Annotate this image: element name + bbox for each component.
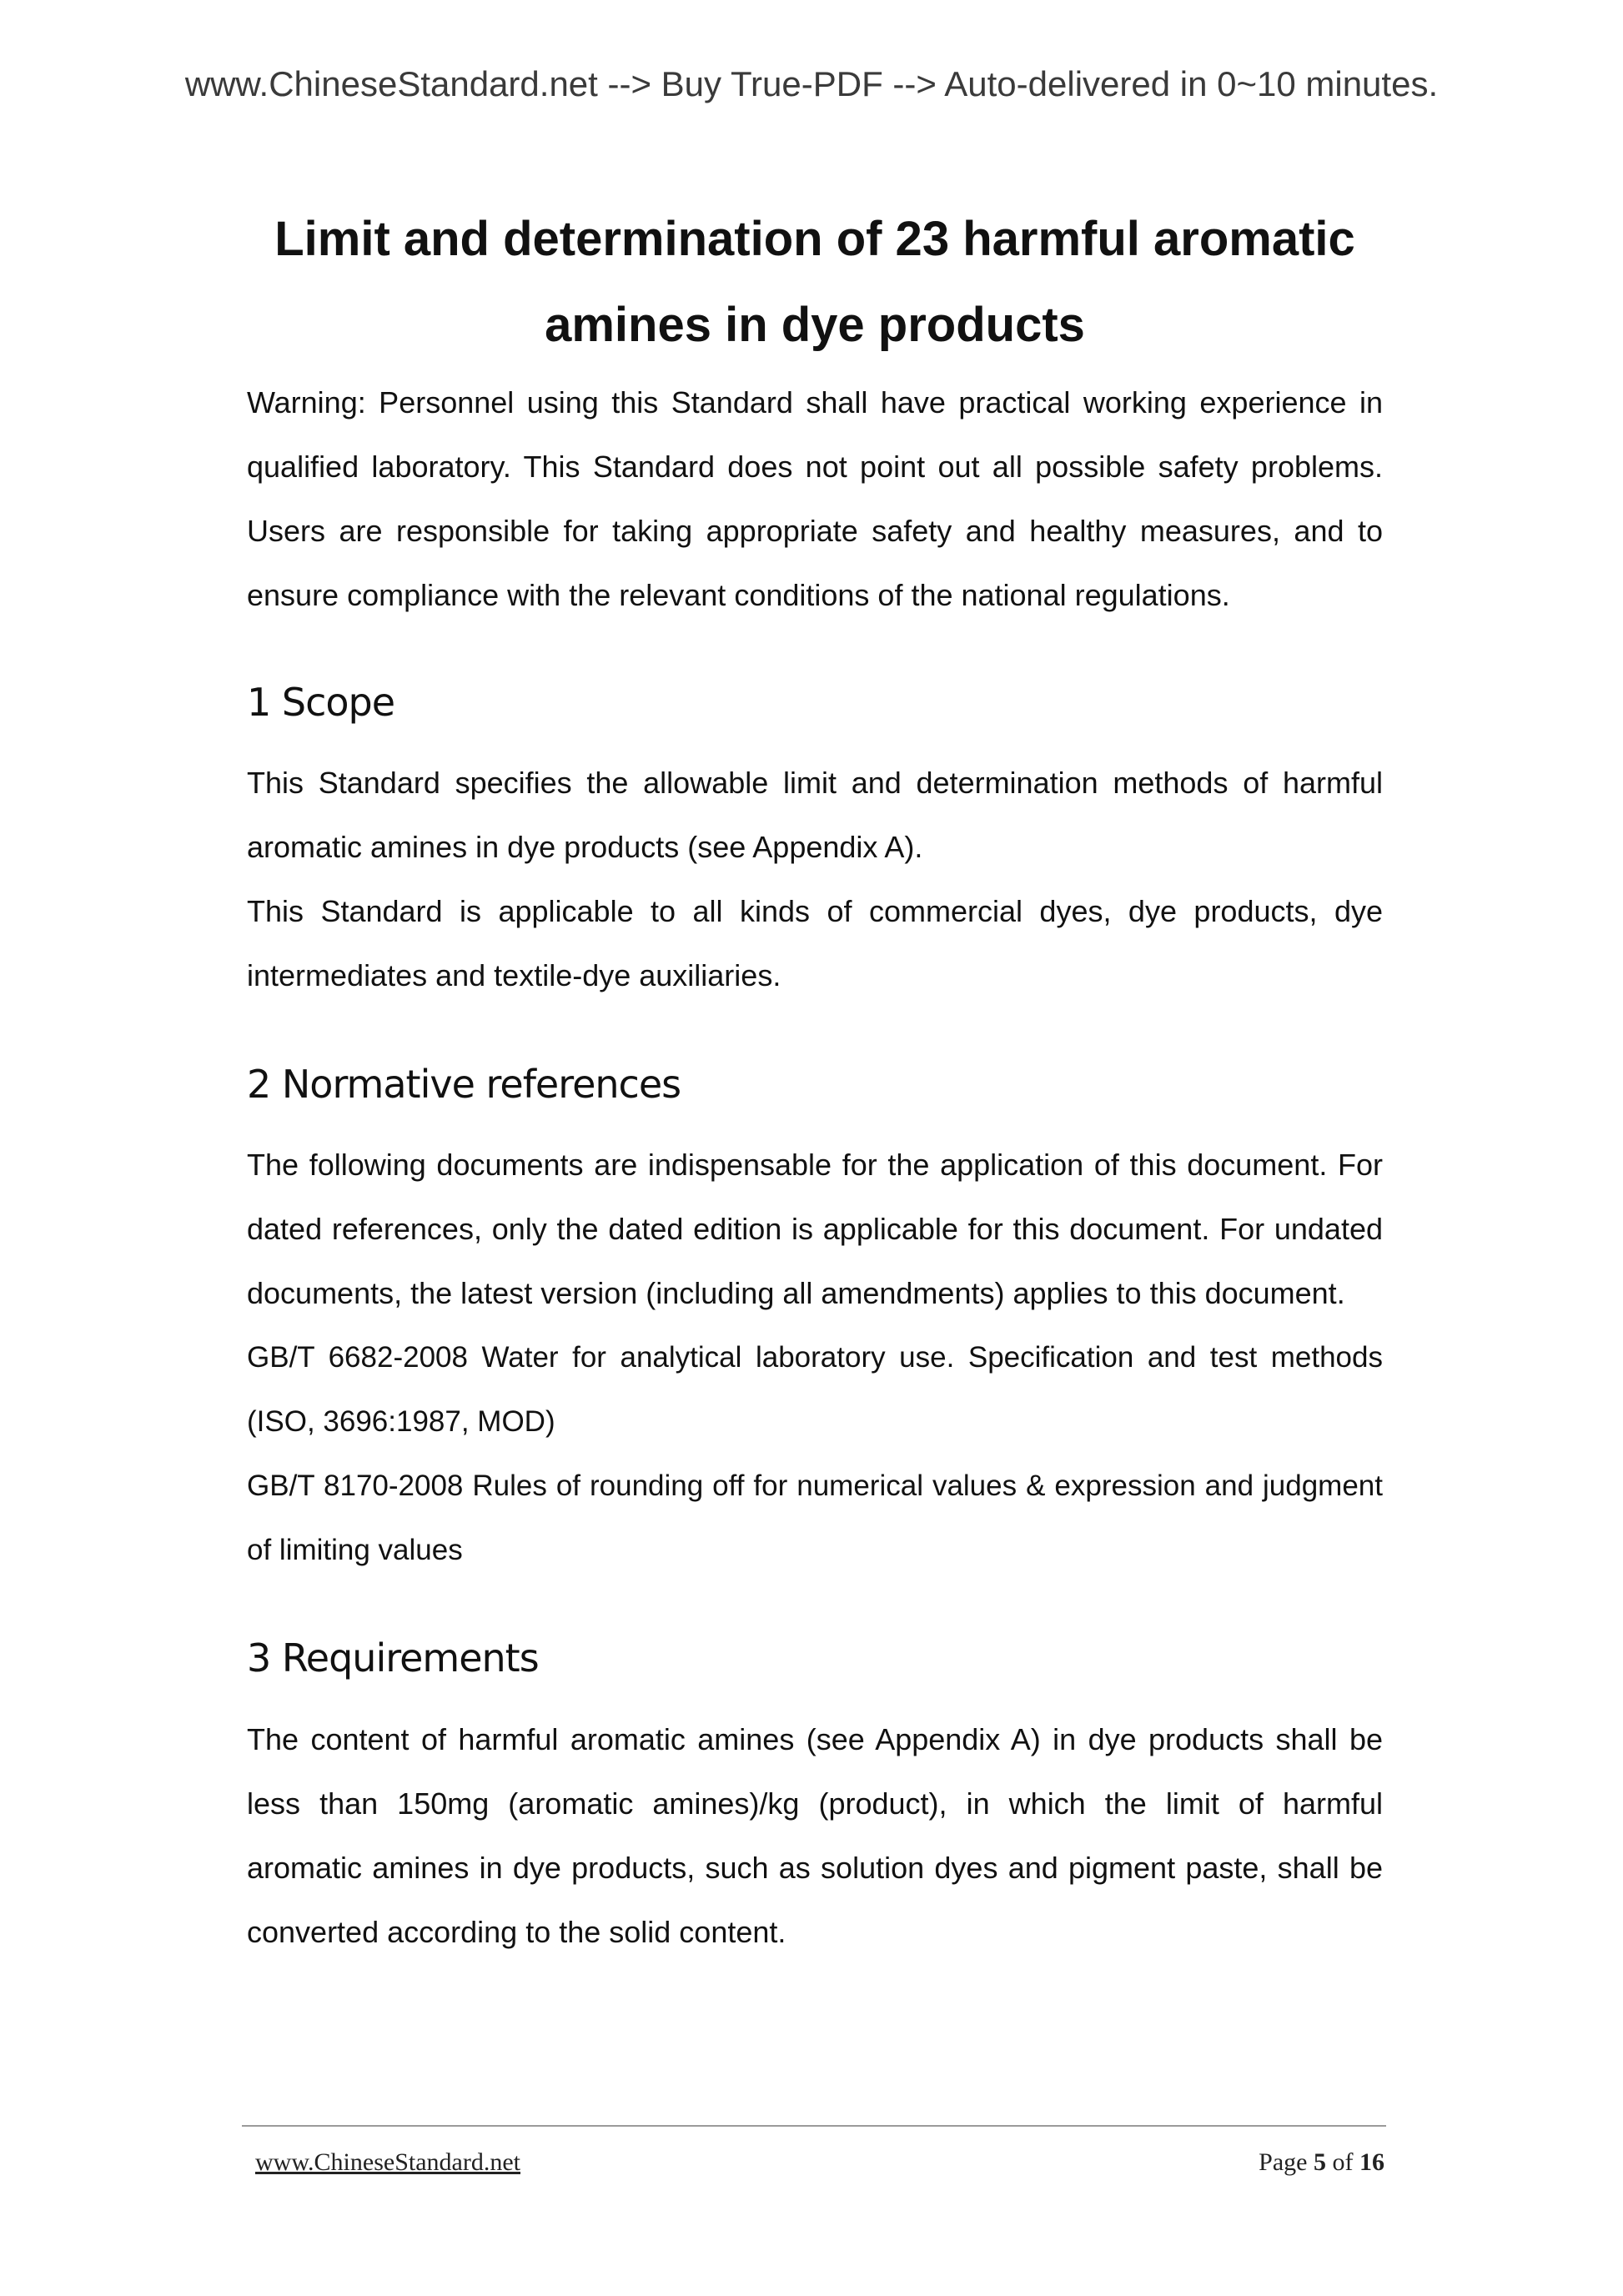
header-banner: www.ChineseStandard.net --> Buy True-PDF --> Auto-delivered in 0~10 minutes. bbox=[184, 64, 1439, 103]
footer-divider bbox=[242, 2125, 1386, 2127]
reference-gbt-6682: GB/T 6682-2008 Water for analytical laboratory use. Specification and test methods (ISO, 3696:1987, MOD) bbox=[247, 1341, 1383, 1438]
section-heading-requirements: 3 Requirements bbox=[247, 1635, 539, 1681]
page-of: of bbox=[1332, 2148, 1354, 2176]
page-number bbox=[1259, 2148, 1384, 2177]
reference-gbt-8170: GB/T 8170-2008 Rules of rounding off for numerical values & expression and judgment of limiting values bbox=[247, 1470, 1383, 1566]
section-heading-scope: 1 Scope bbox=[247, 680, 395, 725]
section-heading-normative-references: 2 Normative references bbox=[247, 1062, 681, 1107]
page-word: Page bbox=[1259, 2148, 1308, 2176]
footer-site-link[interactable]: www.ChineseStandard.net bbox=[255, 2148, 520, 2176]
page-current: 5 bbox=[1314, 2148, 1326, 2176]
requirements-paragraph: The content of harmful aromatic amines (see Appendix A) in dye products shall be less than 150mg (aromatic amines)/kg (product), in which the limit of harmful aromatic amines in dye products, such as solution dyes and pigment paste, shall be converted according to the solid content. bbox=[247, 1722, 1383, 1949]
warning-paragraph: Warning: Personnel using this Standard shall have practical working experience in qualified laboratory. This Standard does not point out all possible safety problems. Users are responsible for taking appropriate safety and healthy measures, and to ensure compliance with the relevant conditions of the national regulations. bbox=[247, 385, 1383, 612]
document-title: Limit and determination of 23 harmful aromatic amines in dye products bbox=[274, 212, 1355, 352]
scope-paragraph-2: This Standard is applicable to all kinds of commercial dyes, dye products, dye intermediates and textile-dye auxiliaries. bbox=[247, 894, 1383, 992]
scope-paragraph-1: This Standard specifies the allowable limit and determination methods of harmful aromatic amines in dye products (see Appendix A). bbox=[247, 766, 1383, 864]
page-total: 16 bbox=[1359, 2148, 1384, 2176]
normative-intro-paragraph: The following documents are indispensable for the application of this document. For dated references, only the dated edition is applicable for this document. For undated documents, the latest version (including all amendments) applies to this document. bbox=[247, 1148, 1383, 1310]
